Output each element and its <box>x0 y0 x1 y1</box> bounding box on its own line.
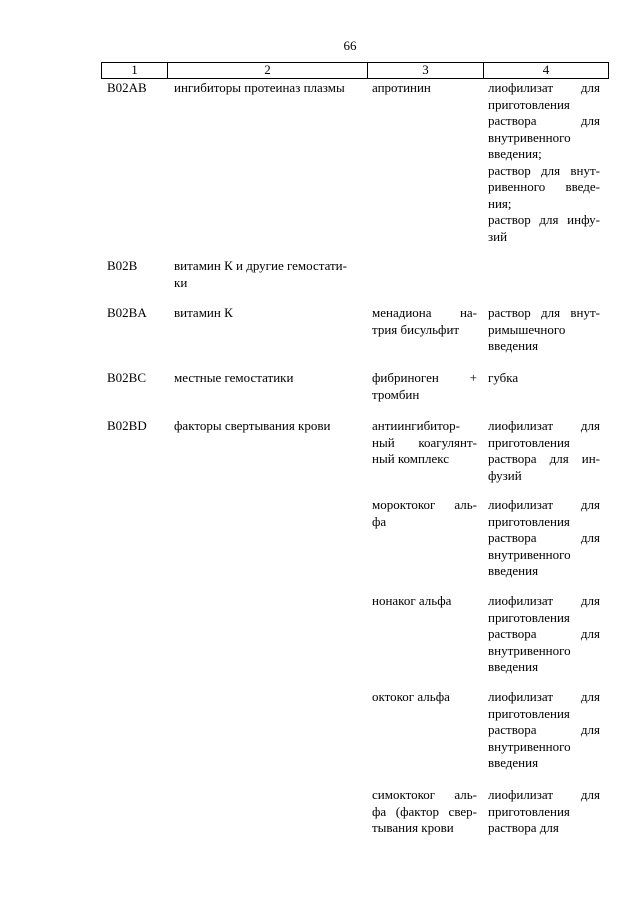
dosage-form-line: раствора для <box>488 626 600 641</box>
column-header-2: 2 <box>167 63 367 78</box>
dosage-form-line: приготовления <box>488 513 570 529</box>
drug-name-line: фибриноген + <box>372 370 477 385</box>
drug-name <box>372 593 477 610</box>
dosage-form-line: раствора для <box>488 820 559 835</box>
drug-name-line: мороктоког аль- <box>372 497 477 512</box>
drug-name-line: фа (фактор свер- <box>372 803 477 819</box>
drug-name-line: апротинин <box>372 80 431 95</box>
dosage-form <box>488 418 600 484</box>
drug-name-line: ный коагулянт- <box>372 434 477 450</box>
atc-code: B02AB <box>107 80 147 95</box>
drug-name-line: антиингибитор- <box>372 418 460 433</box>
dosage-form-line: раствора для <box>488 530 600 545</box>
column-header-4: 4 <box>483 63 609 78</box>
drug-name <box>372 787 477 837</box>
drug-name <box>372 418 477 468</box>
group-name <box>174 418 366 435</box>
dosage-form <box>488 593 600 676</box>
group-name <box>174 370 366 387</box>
dosage-form-line: приготовления <box>488 434 570 450</box>
drug-name-line: октоког альфа <box>372 689 450 704</box>
dosage-form <box>488 689 600 772</box>
drug-name-line: нонаког альфа <box>372 593 452 608</box>
group-name-line: ки <box>174 274 188 290</box>
atc-code: B02BA <box>107 305 147 320</box>
drug-name-line: тромбин <box>372 386 420 402</box>
group-name <box>174 305 366 322</box>
dosage-form-line: губка <box>488 370 519 385</box>
drug-name-line: ный комплекс <box>372 451 450 466</box>
dosage-form-line: лиофилизат для <box>488 80 600 95</box>
dosage-form-line: ния; <box>488 195 512 211</box>
drug-name-line: трия бисульфит <box>372 321 460 337</box>
dosage-form-line: введения <box>488 563 539 578</box>
dosage-form-line: лиофилизат для <box>488 593 600 608</box>
group-name <box>174 258 366 291</box>
dosage-form-line: зий <box>488 228 508 244</box>
dosage-form-line: лиофилизат для <box>488 689 600 704</box>
dosage-form <box>488 305 600 355</box>
dosage-form-line: введения <box>488 755 539 770</box>
dosage-form-line: введения <box>488 659 539 674</box>
dosage-form-line: внутривенного <box>488 642 571 658</box>
dosage-form-line: приготовления <box>488 705 570 721</box>
dosage-form-line: внутривенного <box>488 546 571 562</box>
dosage-form <box>488 787 600 837</box>
group-name-line: факторы свертывания крови <box>174 418 331 433</box>
dosage-form-line: раствор для внут- <box>488 162 600 178</box>
drug-name <box>372 497 477 530</box>
dosage-form-line: лиофилизат для <box>488 497 600 512</box>
dosage-form-line: раствор для инфу- <box>488 212 600 227</box>
dosage-form-line: раствора для <box>488 113 600 128</box>
dosage-form-line: римышечного <box>488 321 566 337</box>
dosage-form-line: внутривенного <box>488 129 571 145</box>
atc-code: B02BD <box>107 418 147 433</box>
dosage-form-line: раствора для <box>488 722 600 737</box>
dosage-form <box>488 370 600 387</box>
dosage-form-line: приготовления <box>488 96 570 112</box>
dosage-form-line: приготовления <box>488 803 570 819</box>
drug-name-line: фа <box>372 513 387 529</box>
dosage-form-line: раствора для ин- <box>488 451 600 466</box>
atc-code: B02B <box>107 258 138 273</box>
drug-name-line: симоктоког аль- <box>372 787 477 802</box>
drug-name <box>372 80 477 97</box>
group-name <box>174 80 366 97</box>
dosage-form-line: лиофилизат для <box>488 787 600 802</box>
dosage-form <box>488 497 600 580</box>
group-name-line: витамин К <box>174 305 233 320</box>
dosage-form-line: раствор для внут- <box>488 305 600 320</box>
table-header <box>101 62 609 79</box>
atc-code: B02BC <box>107 370 147 385</box>
group-name-line: ингибиторы протеиназ плазмы <box>174 80 345 95</box>
drug-name <box>372 689 477 706</box>
drug-name-line: тывания крови <box>372 820 454 835</box>
dosage-form-line: лиофилизат для <box>488 418 600 433</box>
column-header-3: 3 <box>367 63 483 78</box>
dosage-form <box>488 80 600 245</box>
drug-name <box>372 305 477 338</box>
page-number: 66 <box>343 38 357 53</box>
dosage-form-line: ривенного введе- <box>488 179 600 194</box>
drug-name <box>372 370 477 403</box>
dosage-form-line: введения <box>488 338 539 353</box>
group-name-line: витамин К и другие гемостати- <box>174 258 347 273</box>
drug-name-line: менадиона на- <box>372 305 477 320</box>
dosage-form-line: введения; <box>488 146 542 161</box>
column-header-1: 1 <box>101 63 167 78</box>
dosage-form-line: внутривенного <box>488 738 571 754</box>
group-name-line: местные гемостатики <box>174 370 294 385</box>
dosage-form-line: приготовления <box>488 609 570 625</box>
dosage-form-line: фузий <box>488 467 522 483</box>
